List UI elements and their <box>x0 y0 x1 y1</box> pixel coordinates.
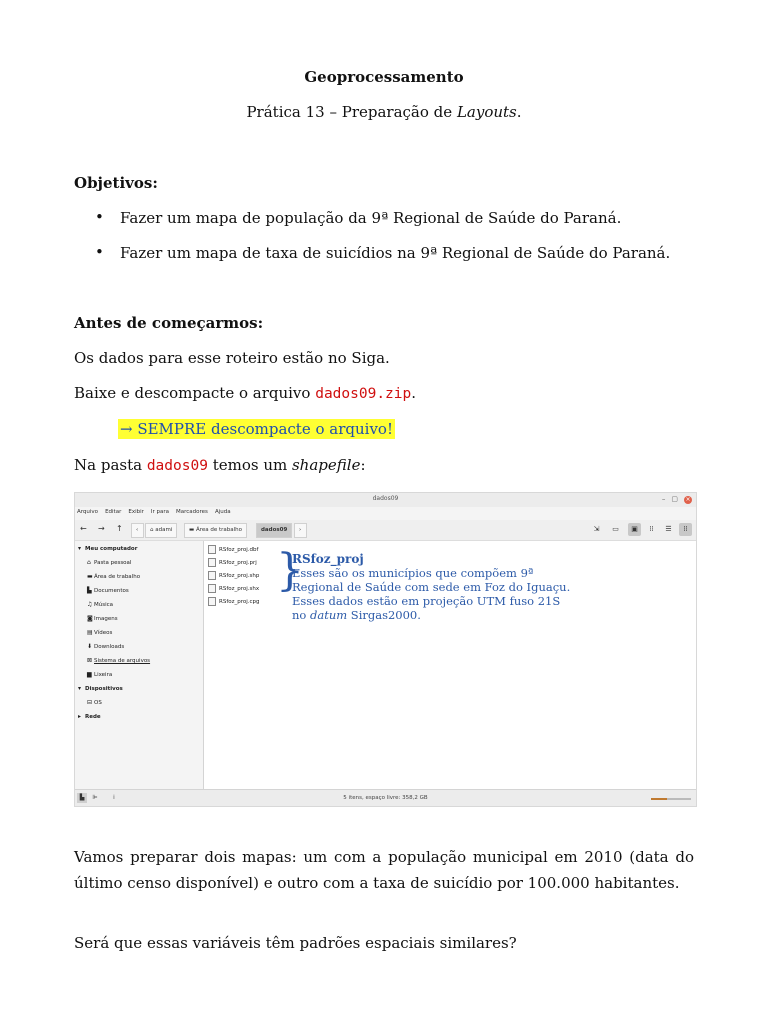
closing-question: Será que essas variáveis têm padrões espaciais similares? <box>74 934 517 952</box>
brace-annotation-mark: } <box>276 545 304 596</box>
sidebar-item-label: Sistema de arquivos <box>94 658 151 664</box>
sidebar-item-music[interactable] <box>87 601 113 608</box>
sidebar-item-trash[interactable] <box>87 671 112 678</box>
menu-marcadores[interactable]: Marcadores <box>176 509 208 515</box>
unzip-reminder <box>118 419 395 439</box>
sidebar-item-filesystem[interactable] <box>87 657 150 664</box>
sidebar-item-label: Documentos <box>94 588 129 594</box>
file-icon <box>208 558 216 567</box>
expand-icon: ▸ <box>78 713 82 720</box>
objectives-heading: Objetivos: <box>74 174 158 192</box>
places-toggle-icon[interactable]: ▙ <box>77 793 87 803</box>
file-manager-screenshot <box>74 492 697 807</box>
download-instruction <box>74 383 416 404</box>
sidebar-item-videos[interactable] <box>87 629 112 636</box>
sidebar-heading-label: Rede <box>85 714 101 720</box>
annotation-line: Regional de Saúde com sede em Foz do Iguaçu. <box>292 580 571 594</box>
window-title: dados09 <box>372 495 399 502</box>
sidebar-item-label: Downloads <box>94 644 125 650</box>
shapefile-annotation <box>292 552 570 622</box>
file-icon <box>208 571 216 580</box>
tree-toggle-icon[interactable]: ⊫ <box>92 794 98 801</box>
collapse-icon: ▾ <box>78 685 82 692</box>
bullet-marker: • <box>95 243 104 261</box>
download-suffix: . <box>411 384 417 402</box>
sidebar-item-label: Área de trabalho <box>94 574 141 580</box>
document-icon: ▙ <box>87 587 92 594</box>
compact-view-icon[interactable]: ⁞⁞ <box>679 523 692 536</box>
file-icon <box>208 597 216 606</box>
sidebar <box>75 541 204 789</box>
data-location-text: Os dados para esse roteiro estão no Siga. <box>74 349 390 367</box>
breadcrumb-desktop[interactable] <box>184 523 247 538</box>
breadcrumb-home-label: adami <box>155 527 173 533</box>
file-icon <box>208 545 216 554</box>
status-bar <box>75 789 696 807</box>
minimize-icon[interactable]: – <box>661 495 666 503</box>
annotation-title: RSfoz_proj <box>292 552 364 566</box>
breadcrumb-current[interactable]: dados09 <box>256 523 292 538</box>
file-item[interactable] <box>208 558 257 567</box>
music-icon: ♫ <box>87 601 93 608</box>
subtitle-suffix: . <box>516 103 522 121</box>
close-icon[interactable]: × <box>685 496 691 503</box>
menu-editar[interactable]: Editar <box>105 509 122 515</box>
file-name: RSfoz_proj.cpg <box>219 599 260 605</box>
subtitle-prefix: Prática 13 – Preparação de <box>246 103 457 121</box>
shapefile-word: shapefile <box>291 456 361 474</box>
zoom-slider[interactable] <box>651 798 691 800</box>
sidebar-toggle-icon[interactable]: ⁞ <box>113 794 115 801</box>
folder-prefix: Na pasta <box>74 456 147 474</box>
terminal-icon[interactable]: ▭ <box>612 525 619 533</box>
breadcrumb-left-icon[interactable]: ‹ <box>131 523 144 538</box>
file-icon <box>208 584 216 593</box>
file-list-pane <box>204 541 696 789</box>
sidebar-item-label: Imagens <box>94 616 118 622</box>
drive-icon: ⊠ <box>87 657 93 664</box>
annotation-line: Esses são os municípios que compõem 9ª <box>292 566 534 580</box>
sidebar-heading-computer[interactable] <box>78 545 137 552</box>
folder-mid: temos um <box>207 456 292 474</box>
annotation-prefix: no <box>292 608 310 622</box>
menu-bar <box>77 509 238 515</box>
sidebar-heading-label: Meu computador <box>85 546 138 552</box>
breadcrumb-home[interactable] <box>145 523 177 538</box>
maximize-icon[interactable]: ▢ <box>671 495 678 503</box>
menu-arquivo[interactable]: Arquivo <box>77 509 99 515</box>
sidebar-item-label: OS <box>94 700 102 706</box>
up-arrow-icon[interactable]: ↑ <box>116 524 123 533</box>
sidebar-item-desktop[interactable] <box>87 573 140 580</box>
sidebar-item-os[interactable] <box>87 699 102 706</box>
subtitle-italic: Layouts <box>456 103 517 121</box>
window-controls <box>656 495 692 504</box>
desktop-icon: ▬ <box>87 573 93 580</box>
download-icon: ⬇ <box>87 643 93 650</box>
breadcrumb-right-icon[interactable]: › <box>294 523 307 538</box>
film-icon: ▤ <box>87 629 93 636</box>
list-view-icon[interactable]: ☰ <box>665 525 672 533</box>
file-name: RSfoz_proj.prj <box>219 560 257 566</box>
menu-ajuda[interactable]: Ajuda <box>214 509 231 515</box>
menu-exibir[interactable]: Exibir <box>128 509 144 515</box>
folder-contents-text <box>74 455 366 476</box>
menu-ir-para[interactable]: Ir para <box>150 509 170 515</box>
sidebar-item-documents[interactable] <box>87 587 129 594</box>
breadcrumb-desktop-label: Área de trabalho <box>195 527 243 533</box>
icon-view-icon[interactable]: ▣ <box>628 523 641 536</box>
folder-name: dados09 <box>146 458 208 474</box>
window-titlebar <box>75 493 696 507</box>
forward-arrow-icon[interactable]: → <box>98 524 105 533</box>
annotation-italic: datum <box>310 608 348 622</box>
collapse-icon: ▾ <box>78 545 82 552</box>
sidebar-heading-network[interactable] <box>78 713 101 720</box>
before-heading: Antes de começarmos: <box>74 314 264 332</box>
sidebar-item-label: Música <box>94 602 114 608</box>
file-name: RSfoz_proj.shx <box>219 586 260 592</box>
grid-view-icon[interactable]: ⁞⁞ <box>649 525 654 533</box>
sidebar-item-downloads[interactable] <box>87 643 124 650</box>
sidebar-item-label: Vídeos <box>94 630 113 636</box>
sidebar-item-label: Lixeira <box>94 672 113 678</box>
toggle-location-icon[interactable]: ⇲ <box>593 525 600 533</box>
desktop-icon: ▬ <box>189 527 196 533</box>
annotation-line: Esses dados estão em projeção UTM fuso 21S <box>292 594 561 608</box>
highlighted-reminder: → SEMPRE descompacte o arquivo! <box>120 420 393 438</box>
back-arrow-icon[interactable]: ← <box>80 524 87 533</box>
file-name: RSfoz_proj.dbf <box>219 547 259 553</box>
sidebar-item-pictures[interactable] <box>87 615 118 622</box>
annotation-suffix: Sirgas2000. <box>347 608 421 622</box>
status-text: 5 itens, espaço livre: 358,2 GB <box>343 795 428 801</box>
file-item[interactable] <box>208 545 258 554</box>
sidebar-item-label: Pasta pessoal <box>94 560 132 566</box>
file-name: RSfoz_proj.shp <box>219 573 260 579</box>
closing-paragraph: Vamos preparar dois mapas: um com a população municipal em 2010 (data do último censo disponível) e outro com a taxa de suicídio por 100.000 habitantes. <box>74 848 694 892</box>
folder-suffix: : <box>360 456 366 474</box>
document-subtitle <box>0 102 768 122</box>
file-item[interactable] <box>208 571 259 580</box>
sidebar-heading-label: Dispositivos <box>85 686 123 692</box>
objective-item: Fazer um mapa de taxa de suicídios na 9ª Regional de Saúde do Paraná. <box>120 244 671 262</box>
toolbar <box>75 520 696 541</box>
home-icon: ⌂ <box>150 527 156 533</box>
sidebar-item-home[interactable] <box>87 559 131 566</box>
trash-icon: ▆ <box>87 671 92 678</box>
file-item[interactable] <box>208 597 260 606</box>
zip-filename: dados09.zip <box>315 386 412 402</box>
bullet-marker: • <box>95 208 104 226</box>
document-title: Geoprocessamento <box>304 68 464 86</box>
camera-icon: ◙ <box>87 615 93 622</box>
objective-item: Fazer um mapa de população da 9ª Regional de Saúde do Paraná. <box>120 209 622 227</box>
home-icon: ⌂ <box>87 559 91 566</box>
file-item[interactable] <box>208 584 259 593</box>
sidebar-heading-devices[interactable] <box>78 685 123 692</box>
annotation-line <box>292 608 570 622</box>
drive-icon: ⊟ <box>87 699 93 706</box>
zoom-slider-fill <box>651 798 667 800</box>
download-prefix: Baixe e descompacte o arquivo <box>74 384 316 402</box>
